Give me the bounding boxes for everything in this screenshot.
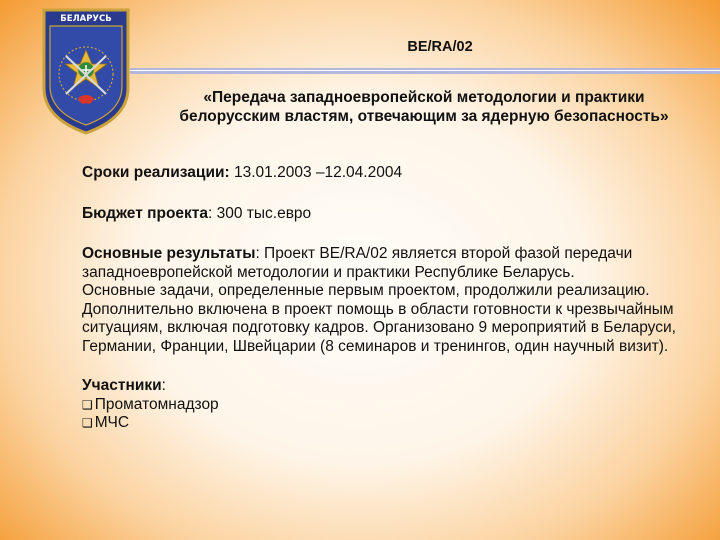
participants-heading bbox=[82, 377, 682, 396]
timing-value: 13.01.2003 –12.04.2004 bbox=[229, 164, 403, 181]
project-title: «Передача западноевропейской методологии и практики белорусским властям, отвечающим за ядерную безопасность» bbox=[179, 89, 669, 125]
budget-value: : 300 тыс.евро bbox=[208, 204, 312, 222]
header-stripe bbox=[130, 68, 720, 74]
list-item bbox=[82, 414, 682, 433]
results-line bbox=[82, 245, 682, 282]
project-code: BE/RA/02 bbox=[407, 39, 473, 55]
emergency-ministry-emblem-icon bbox=[38, 6, 134, 136]
participants-colon: : bbox=[161, 377, 166, 394]
results-label: Основные результаты bbox=[82, 245, 256, 262]
list-item bbox=[82, 396, 682, 415]
participant-name: Проматомнадзор bbox=[94, 395, 219, 413]
budget-label: Бюджет проекта bbox=[82, 204, 208, 222]
checkbox-bullet-icon: ❑ bbox=[82, 416, 93, 430]
budget-line bbox=[82, 205, 682, 224]
participants-label: Участники bbox=[82, 377, 162, 394]
results-paragraph: Основные задачи, определенные первым проектом, продолжили реализацию. Дополнительно включена в проект помощь в области готовности к чрезвычайным ситуациям, включая подготовку кадров. Организовано 9 мероприятий в Беларуси, Германии, Франции, Швейцарии (8 семинаров и тренингов, один научный визит). bbox=[82, 282, 676, 355]
participant-name: МЧС bbox=[94, 414, 130, 431]
results-value: : Проект BE/RA/02 является второй фазой передачи западноевропейской методологии и практики Республике Беларусь. bbox=[82, 245, 633, 281]
timing-line bbox=[82, 164, 682, 183]
checkbox-bullet-icon: ❑ bbox=[82, 397, 93, 412]
slide-content bbox=[82, 164, 682, 433]
emblem-text: БЕЛАРУСЬ bbox=[60, 14, 112, 24]
timing-label: Сроки реализации: bbox=[82, 164, 230, 181]
